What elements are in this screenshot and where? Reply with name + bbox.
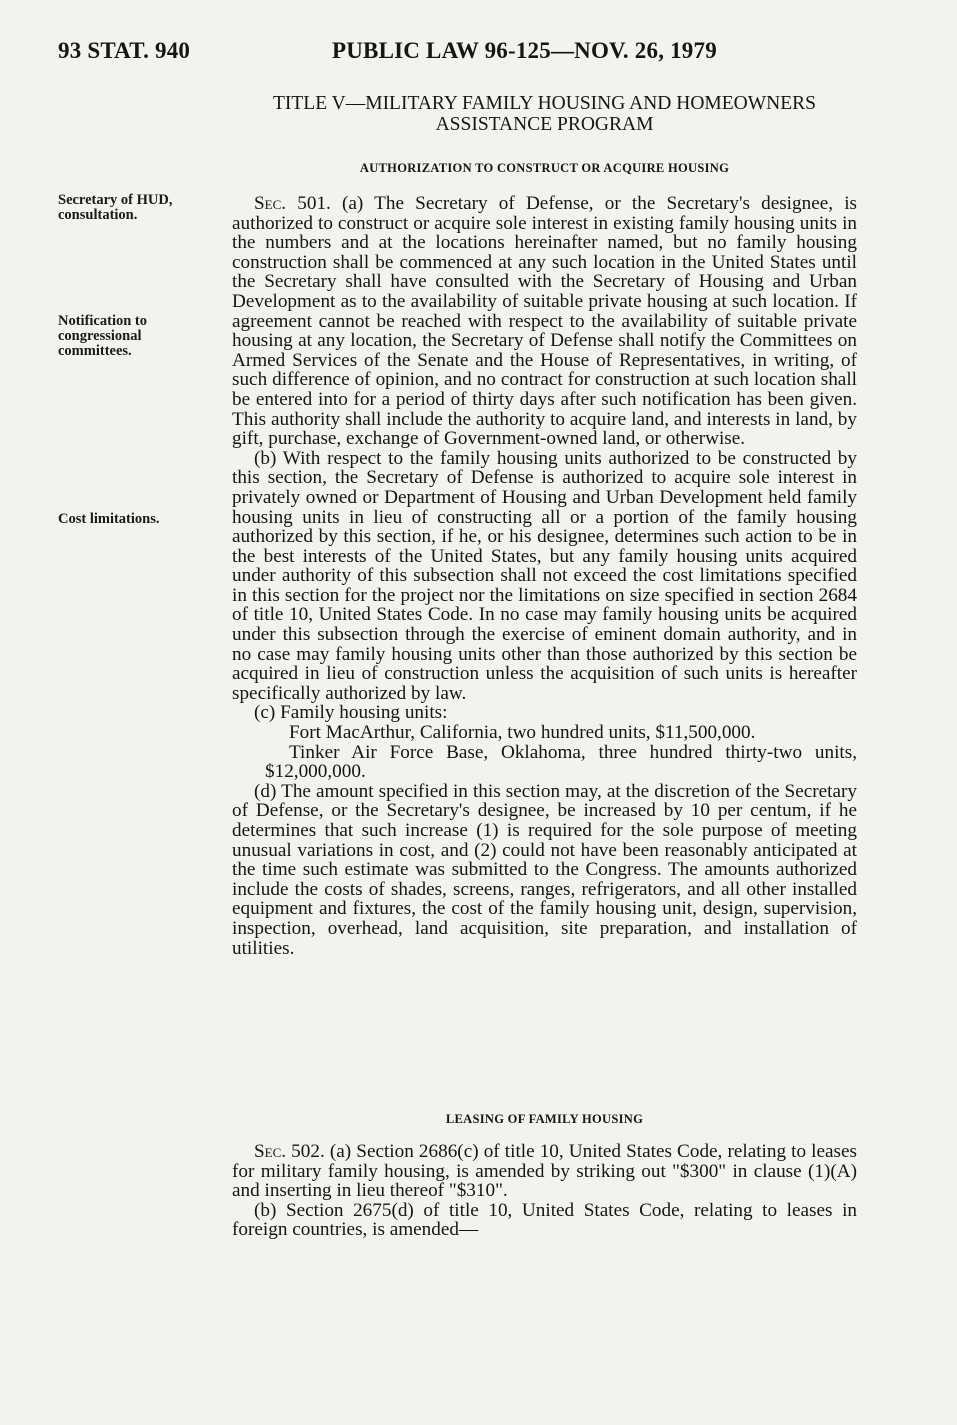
- subsection-a-text: (a) The Secretary of Defense, or the Secretary's designee, is authorized to construct or acquire sole interest in existing family housing units in the numbers and at the locations hereinafter named, but no family housing construction shall be commenced at any such location in the United States until the Secretary shall have consulted with the Secretary of Housing and Urban Development as to the availability of suitable private housing at such location. If agreement cannot be reached with respect to the availability of suitable private housing at any location, the Secretary of Defense shall notify the Committees on Armed Services of the Senate and the House of Representatives, in writing, of such difference of opinion, and no contract for construction at such location shall be entered into for a period of thirty days after such notification has been given. This authority shall include the authority to acquire land, and interests in land, by gift, purchase, exchange of Government-owned land, or otherwise.: [232, 193, 857, 450]
- title-heading: [232, 93, 857, 135]
- section-label: Sec. 501.: [254, 193, 331, 214]
- margin-note-cost: Cost limitations.: [58, 511, 160, 527]
- paragraph-501-a: [232, 194, 857, 449]
- running-header: PUBLIC LAW 96-125—NOV. 26, 1979: [332, 38, 717, 63]
- title-line-2: ASSISTANCE PROGRAM: [435, 114, 654, 135]
- paragraph-501-b: (b) With respect to the family housing units authorized to be constructed by this section, the Secretary of Defense is authorized to acquire sole interest in privately owned or Department of Housing and Urban Development held family housing units in lieu of constructing all or a portion of the family housing authorized by this section, if he, or his designee, determines such action to be in the best interests of the United States, but any family housing units acquired under authority of this subsection shall not exceed the cost limitations specified in this section for the project nor the limitations on size specified in section 2684 of title 10, United States Code. In no case may family housing units be acquired under this subsection through the exercise of eminent domain authority, and in no case may family housing units other than those authorized by this section be acquired in lieu of construction unless the acquisition of such units is hereafter specifically authorized by law.: [232, 447, 857, 704]
- list-item-fort-macarthur: Fort MacArthur, California, two hundred units, $11,500,000.: [289, 722, 756, 744]
- paragraph-501-d: (d) The amount specified in this section may, at the discretion of the Secretary of Defense, or the Secretary's designee, be increased by 10 per centum, if he determines that such increase (1) is required for the sole purpose of meeting unusual variations in cost, and (2) could not have been reasonably anticipated at the time such estimate was submitted to the Congress. The amounts authorized include the costs of shades, screens, ranges, refrigerators, and all other installed equipment and fixtures, the cost of the family housing unit, design, supervision, inspection, overhead, land acquisition, site preparation, and installation of utilities.: [232, 780, 857, 959]
- section-label: Sec. 502.: [254, 1141, 325, 1162]
- paragraph-501-c: (c) Family housing units:: [254, 702, 448, 724]
- margin-note-hud: Secretary of HUD, consultation.: [58, 192, 173, 223]
- title-line-1: TITLE V—MILITARY FAMILY HOUSING AND HOMEOWNERS: [272, 93, 816, 114]
- section-heading-authorization: AUTHORIZATION TO CONSTRUCT OR ACQUIRE HOUSING: [359, 161, 730, 175]
- margin-note-notification: Notification to congressional committees.: [58, 313, 147, 359]
- list-item-tinker-afb: Tinker Air Force Base, Oklahoma, three hundred thirty-two units, $12,000,000.: [265, 741, 857, 783]
- section-heading-leasing: LEASING OF FAMILY HOUSING: [445, 1112, 644, 1126]
- paragraph-502-b: (b) Section 2675(d) of title 10, United States Code, relating to leases in foreign countries, is amended—: [232, 1199, 857, 1241]
- section-501-text: [232, 194, 857, 958]
- subsection-a-text: (a) Section 2686(c) of title 10, United States Code, relating to leases for military family housing, is amended by striking out "$300" in clause (1)(A) and inserting in lieu thereof "$310".: [232, 1141, 857, 1202]
- section-502-text: [232, 1142, 857, 1240]
- stat-page-number: 93 STAT. 940: [58, 38, 191, 63]
- paragraph-502-a: [232, 1142, 857, 1201]
